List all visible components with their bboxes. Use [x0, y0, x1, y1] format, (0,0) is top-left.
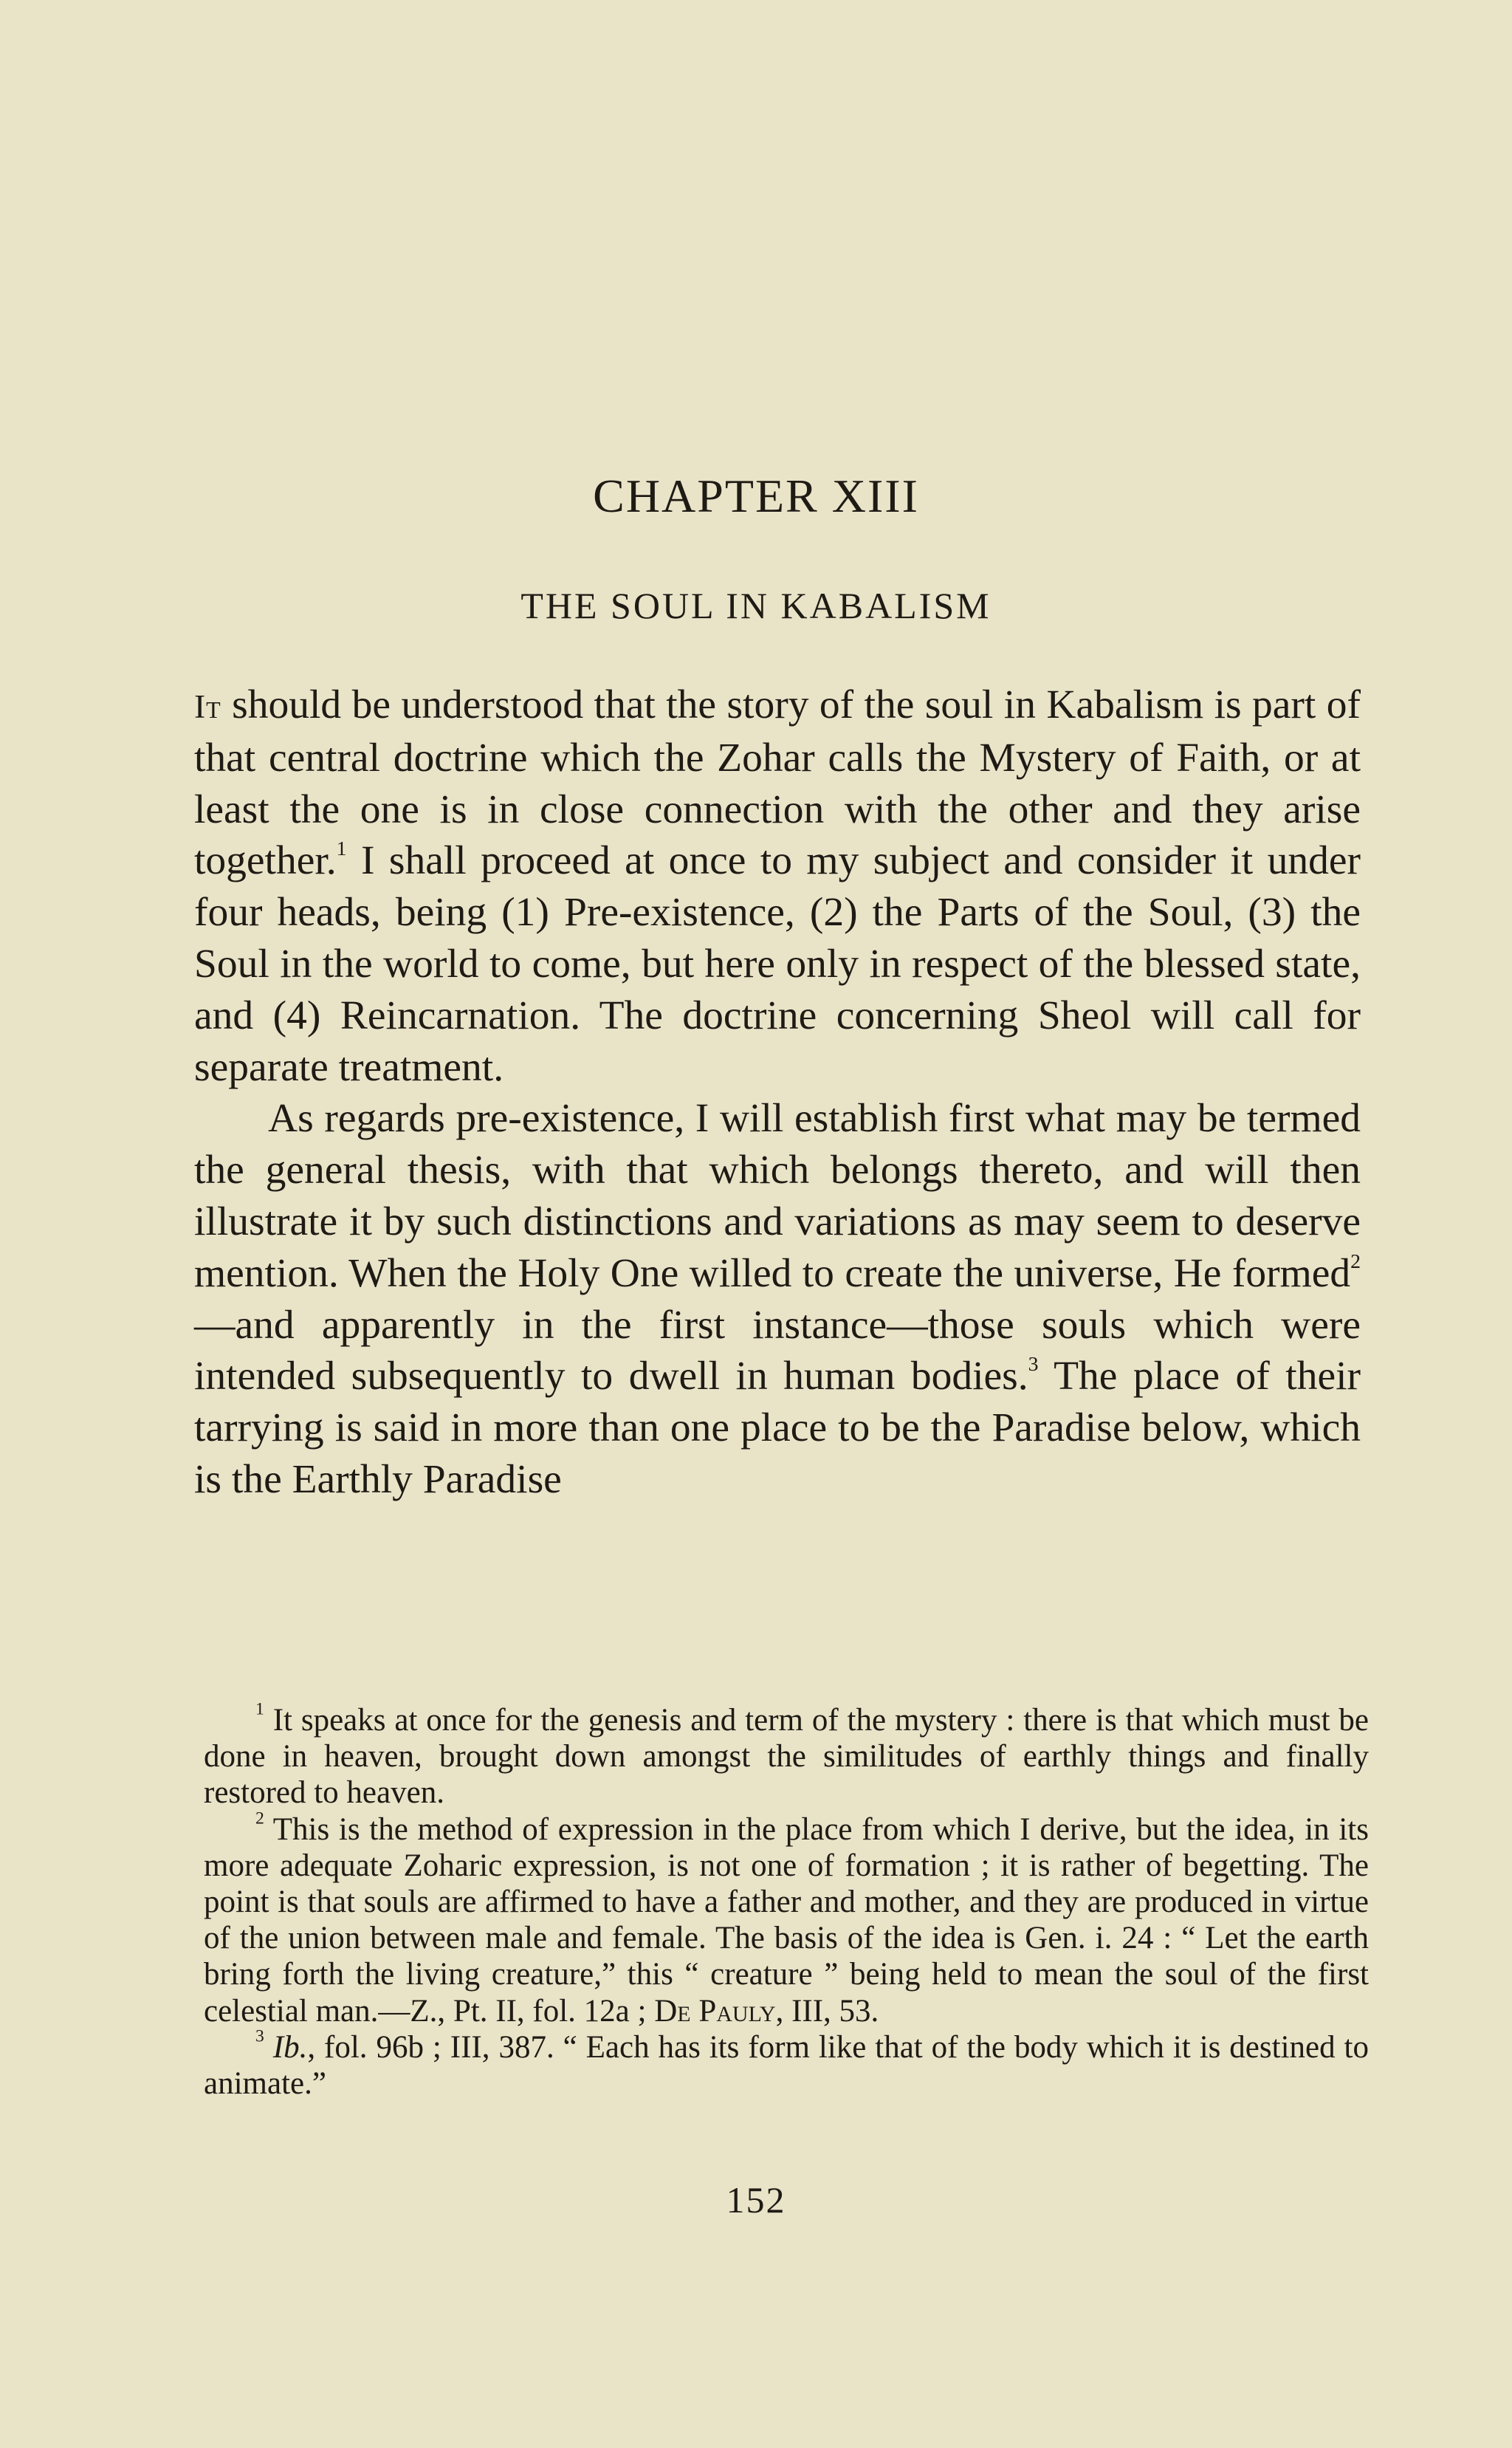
page-number: 152 — [726, 2179, 786, 2221]
footnote-ref-2: 2 — [1350, 1249, 1361, 1273]
footnote-1-mark: 1 — [255, 1699, 264, 1719]
paragraph-1-text-b: I shall proceed at once to my subject and consider it under four heads, being (1) Pre-existence, (2) the Parts of the Soul, (3) the Soul in the world to come, but here only in respect of the blessed state, and (4) Reincarnation. The doctrine concerning Sheol will call for separate treatment. — [194, 838, 1361, 1090]
footnote-3 — [204, 2026, 1369, 2102]
footnote-3-text: , fol. 96b ; III, 387. “ Each has its form like that of the body which it is destined to animate.” — [204, 2029, 1369, 2102]
footnote-ref-1: 1 — [336, 837, 347, 861]
body-text — [194, 679, 1361, 1506]
footnote-ref-3: 3 — [1028, 1353, 1039, 1376]
paragraph-2-text-b: —and apparently in the first instance—those souls which were intended subsequently to dwell in human bodies. — [194, 1302, 1361, 1399]
chapter-subtitle: THE SOUL IN KABALISM — [520, 585, 992, 626]
paragraph-2-text-c: The place of their tarrying is said in more than one place to be the Paradise below, which is the Earthly Paradise — [194, 1354, 1361, 1502]
footnote-2-text: This is the method of expression in the place from which I derive, but the idea, in its more adequate Zoharic expression, is not one of formation ; it is rather of begetting. The point is that souls are affirmed to have a father and mother, and they are produced in virtue of the union between male and female. The basis of the idea is Gen. i. 24 : “ Let the earth bring forth the living creature,” this “ creature ” being held to mean the soul of the first celestial man.—Z., Pt. II, fol. 12a ; — [204, 1811, 1369, 2029]
chapter-heading: CHAPTER XIII — [593, 470, 919, 522]
paragraph-1-text-a: should be understood that the story of the soul in Kabalism is part of that central doctrine which the Zohar calls the Mystery of Faith, or at least the one is in close connection with the other and they arise together. — [194, 682, 1361, 884]
footnote-3-mark: 3 — [255, 2026, 264, 2046]
footnotes — [204, 1699, 1369, 2102]
paragraph-2 — [194, 1093, 1361, 1505]
footnote-2 — [204, 1808, 1369, 2029]
footnote-1-text: It speaks at once for the genesis and term of the mystery : there is that which must be done in heaven, brought down amongst the similitudes of earthly things and finally restored to heaven. — [204, 1703, 1369, 1811]
paragraph-2-text-a: As regards pre-existence, I will establish first what may be termed the general thesis, with that which belongs thereto, and will then illustrate it by such distinctions and variations as may seem to deserve mention. When the Holy One willed to create the universe, He formed — [194, 1096, 1361, 1296]
footnote-2-tail: , III, 53. — [775, 1993, 879, 2029]
drop-word: It — [194, 688, 221, 725]
footnote-2-mark: 2 — [255, 1808, 264, 1828]
footnote-2-author: De Pauly — [654, 1993, 776, 2029]
footnote-1 — [204, 1699, 1369, 1811]
footnote-3-ibid: Ib. — [272, 2029, 308, 2065]
paragraph-1 — [194, 679, 1361, 1093]
